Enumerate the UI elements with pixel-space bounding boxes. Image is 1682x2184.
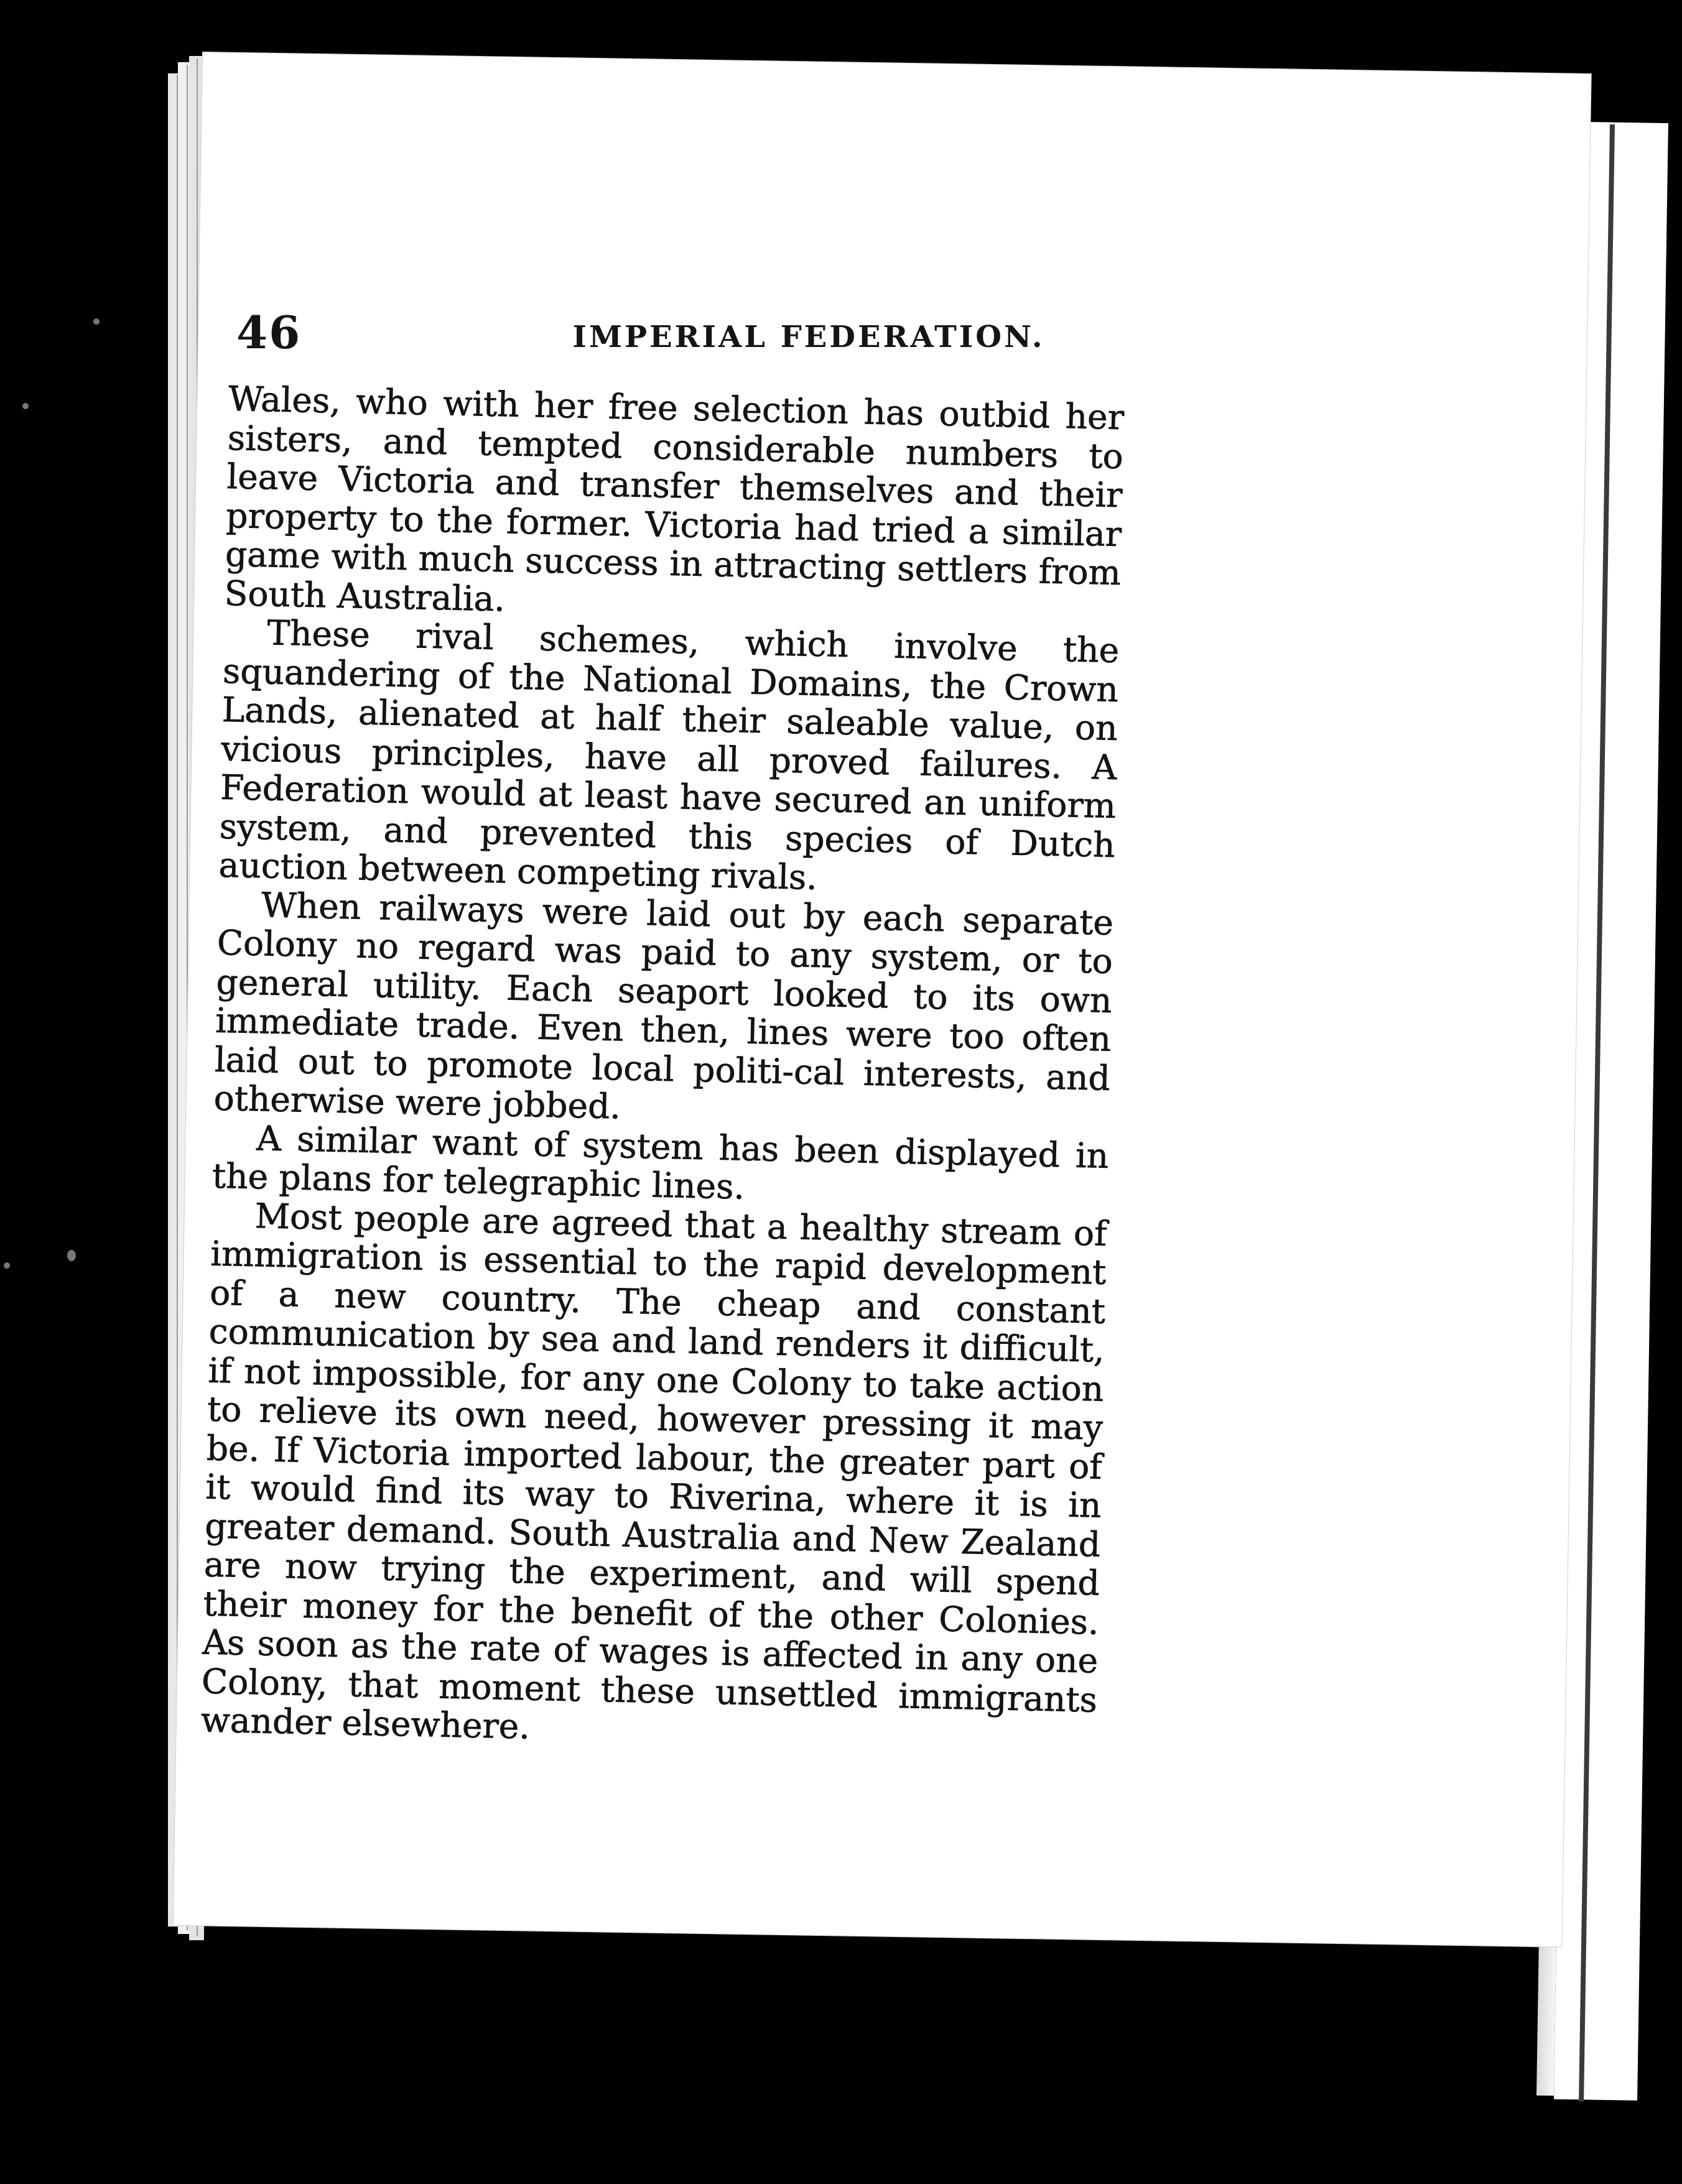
scan-speck [4,1262,10,1269]
paragraph: When railways were laid out by each separate Colony no regard was paid to any system, or to general utility. Each seaport looked to its own immediate trade. Even then, lines were too often laid out to promote local politi-cal interests, and otherwise were jobbed. [213,884,1114,1127]
page-number: 46 [236,306,302,359]
running-title: IMPERIAL FEDERATION. [572,320,1045,354]
scan-speck [22,403,29,409]
paragraph: These rival schemes, which involve the squandering of the National Domains, the Crown Lands, alienated at half their saleable value, on vicious principles, have all proved failures. A Federation would at least have secured an uniform system, and prevented this species of Dutch auction between competing rivals. [218,613,1120,897]
scan-speck [67,1250,76,1261]
body-text [200,379,1124,1758]
paragraph: Wales, who with her free selection has outbid her sisters, and tempted considerable numbers to leave Victoria and transfer themselves and their property to the former. Victoria had tried a similar game with much success in attracting settlers from South Australia. [224,379,1125,619]
paragraph: A similar want of system has been displayed in the plans for telegraphic lines. [211,1117,1109,1207]
scan-speck [93,318,100,325]
paragraph: Most people are agreed that a healthy stream of immigration is essential to the rapid development of a new country. The cheap and constant communication by sea and land renders it difficult, if not impossible, for any one Colony to take action to relieve its own need, however pressing it may be. If Victoria imported labour, the greater part of it would find its way to Riverina, where it is in greater demand. South Australia and New Zealand are now trying the experiment, and will spend their money for the benefit of the other Colonies. As soon as the rate of wages is affected in any one Colony, that moment these unsettled immigrants wander elsewhere. [200,1195,1108,1747]
